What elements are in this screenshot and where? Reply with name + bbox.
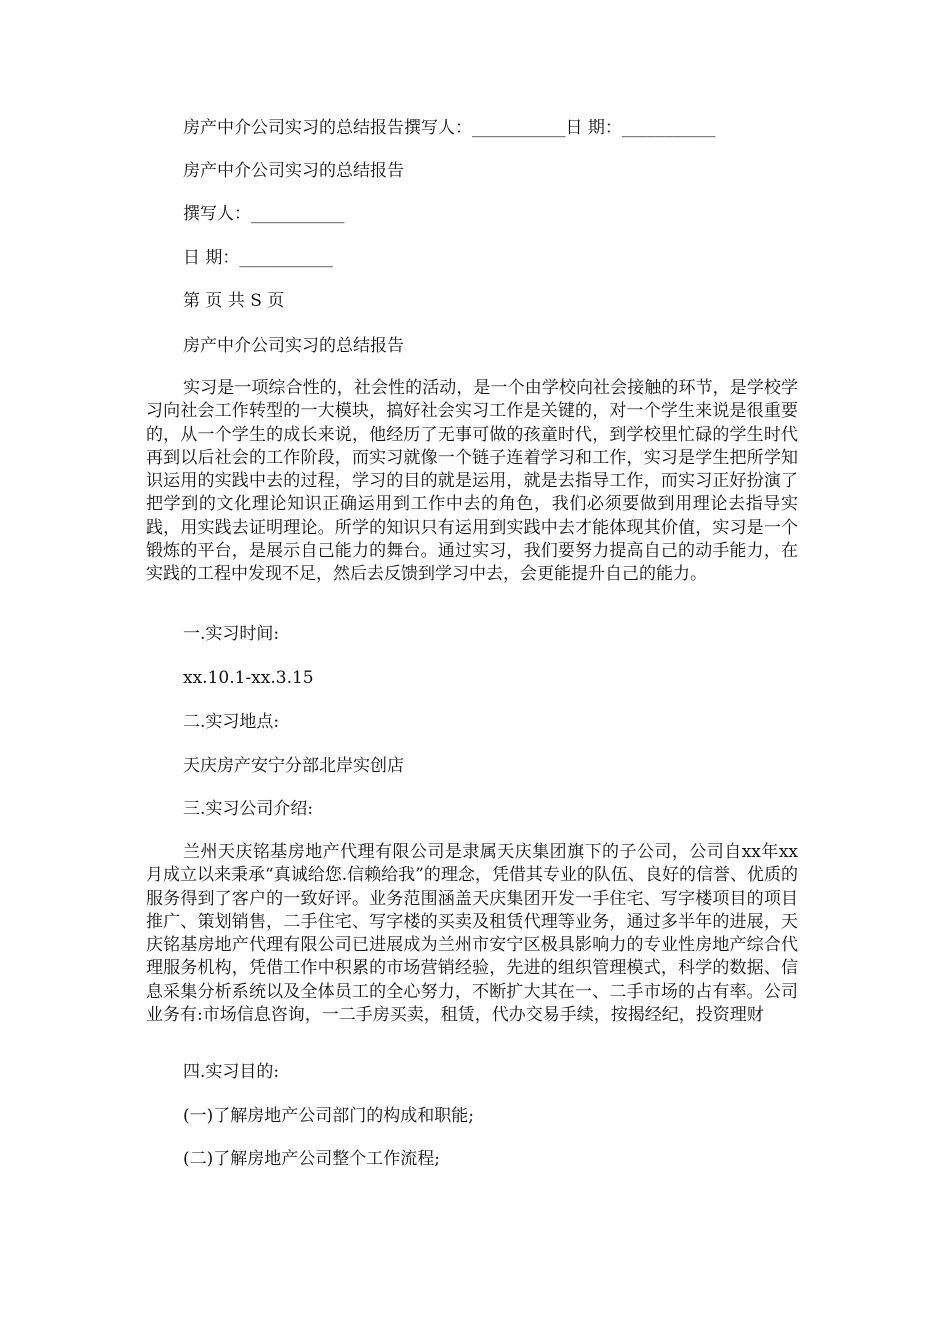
internship-dates: xx.10.1-xx.3.15 [183,668,314,688]
header-line: 房产中介公司实习的总结报告撰写人：___________日 期：___________ [183,118,716,138]
purpose-item-1: (一)了解房地产公司部门的构成和职能; [183,1106,474,1126]
section-heading-purpose: 四.实习目的: [183,1062,280,1082]
author-line: 撰写人：___________ [183,204,345,224]
report-title: 房产中介公司实习的总结报告 [183,336,404,356]
section-heading-time: 一.实习时间: [183,624,280,644]
document-title: 房产中介公司实习的总结报告 [183,161,404,181]
company-paragraph: 兰州天庆铭基房地产代理有限公司是隶属天庆集团旗下的子公司，公司自xx年xx月成立以来秉承“真诚给您.信赖给我”的理念，凭借其专业的队伍、良好的信誉、优质的服务得到了客户的一致好评。业务范围涵盖天庆集团开发一手住宅、写字楼项目的项目推广、策划销售，二手住宅、写字楼的买卖及租赁代理等业务，通过多半年的进展，天庆铭基房地产代理有限公司已进展成为兰州市安宁区极具影响力的专业性房地产综合代理服务机构，凭借工作中积累的市场营销经验，先进的组织管理模式，科学的数据、信息采集分析系统以及全体员工的全心努力，不断扩大其在一、二手市场的占有率。公司业务有:市场信息咨询，一二手房买卖，租赁，代办交易手续，按揭经纪，投资理财 [146,842,798,1026]
intro-paragraph: 实习是一项综合性的，社会性的活动，是一个由学校向社会接触的环节，是学校学习向社会工作转型的一大模块，搞好社会实习工作是关键的，对一个学生来说是很重要的，从一个学生的成长来说，他经历了无事可做的孩童时代，到学校里忙碌的学生时代再到以后社会的工作阶段，而实习就像一个链子连着学习和工作，实习是学生把所学知识运用的实践中去的过程，学习的目的就是运用，就是去指导工作，而实习正好扮演了把学到的文化理论知识正确运用到工作中去的角色，我们必须要做到用理论去指导实践，用实践去证明理论。所学的知识只有运用到实践中去才能体现其价值，实习是一个锻炼的平台，是展示自己能力的舞台。通过实习，我们要努力提高自己的动手能力，在实践的工程中发现不足，然后去反馈到学习中去，会更能提升自己的能力。 [146,378,798,585]
section-heading-company: 三.实习公司介绍: [183,799,314,819]
date-line: 日 期：___________ [183,248,333,268]
section-heading-location: 二.实习地点: [183,712,280,732]
purpose-item-2: (二)了解房地产公司整个工作流程; [183,1149,440,1169]
internship-location: 天庆房产安宁分部北岸实创店 [183,756,404,776]
page-count-line: 第 页 共 S 页 [183,291,285,311]
